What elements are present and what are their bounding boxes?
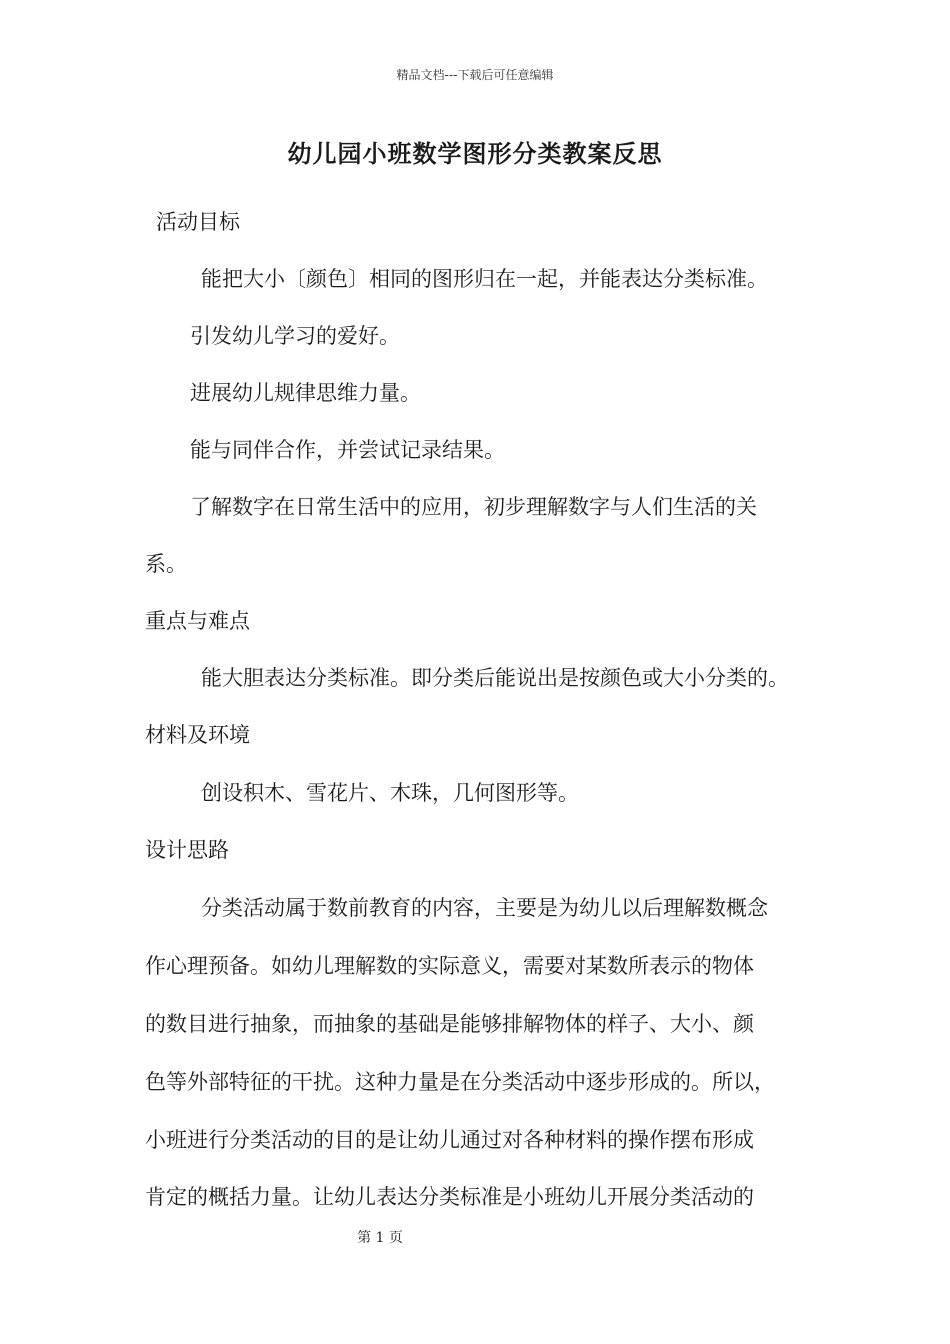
goal-item: 能与同伴合作，并尝试记录结果。 (190, 438, 505, 462)
goal-item-continuation: 系。 (145, 552, 187, 576)
section-heading-goals: 活动目标 (156, 210, 240, 234)
key-points-text: 能大胆表达分类标准。即分类后能说出是按颜色或大小分类的。 (201, 666, 789, 690)
design-paragraph-line: 肯定的概括力量。让幼儿表达分类标准是小班幼儿开展分类活动的 (145, 1185, 754, 1209)
section-heading-materials: 材料及环境 (145, 723, 250, 747)
goal-item: 了解数字在日常生活中的应用，初步理解数字与人们生活的关 (190, 495, 757, 519)
design-paragraph-line: 小班进行分类活动的目的是让幼儿通过对各种材料的操作摆布形成 (145, 1128, 754, 1152)
section-heading-key-points: 重点与难点 (145, 609, 250, 633)
header-note: 精品文档---下载后可任意编辑 (396, 68, 554, 82)
materials-text: 创设积木、雪花片、木珠，几何图形等。 (201, 781, 579, 805)
goal-item: 引发幼儿学习的爱好。 (190, 324, 400, 348)
section-heading-design: 设计思路 (145, 838, 229, 862)
page-number: 第 1 页 (357, 1230, 403, 1246)
goal-item: 进展幼儿规律思维力量。 (190, 381, 421, 405)
document-title: 幼儿园小班数学图形分类教案反思 (287, 140, 663, 168)
design-paragraph-line: 的数目进行抽象，而抽象的基础是能够排解物体的样子、大小、颜 (145, 1012, 754, 1036)
design-paragraph-line: 色等外部特征的干扰。这种力量是在分类活动中逐步形成的。所以， (145, 1070, 775, 1094)
design-paragraph-line: 作心理预备。如幼儿理解数的实际意义，需要对某数所表示的物体 (145, 954, 754, 978)
design-paragraph-line: 分类活动属于数前教育的内容，主要是为幼儿以后理解数概念 (201, 896, 768, 920)
goal-item: 能把大小〔颜色〕相同的图形归在一起，并能表达分类标准。 (201, 267, 768, 291)
